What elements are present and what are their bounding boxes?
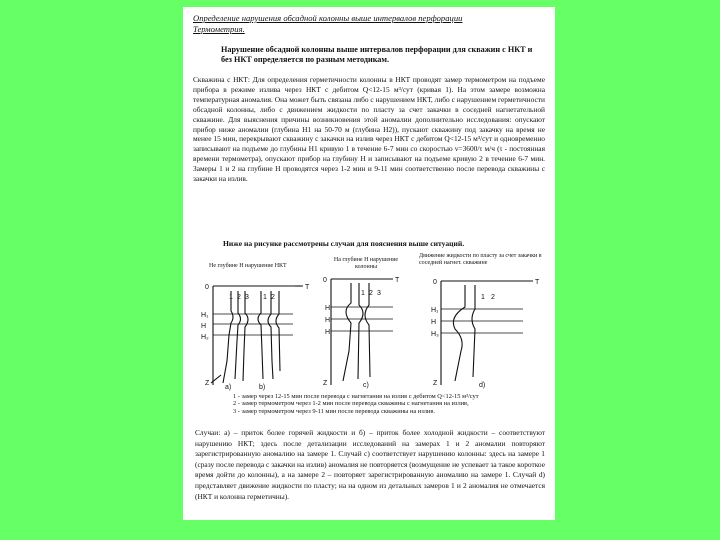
label-1-d: 1 xyxy=(481,294,485,301)
paragraph-tubing-method: Скважина с НКТ: Для определения герметичности колонны в НКТ проводят замер термометром на подъеме прибора в режиме излива через НКТ с дебитом Q<12-15 м³/сут (кривая 1). На этом замере возможна температурная аномалия. Она может быть связана либо с нарушением НКТ, либо с нарушением герметичности обсадной колонны, либо с движением жидкости по пласту за счет закачки в соседней нагнетательной скважине. Для выяснения причины возникновения этой аномалии дополнительно исследования: опускают прибор ниже аномалии (глубина Н1 на 50-70 м (глубина Н2)), пускают скважину под закачку на время не менее 15 мин, перекрывают скважину с закачки на излив через НКТ с дебитом Q<12-15 м³/сут и одновременно записывают на подъеме до глубины Н1 кривую 1 в течение 6-7 мин со скоростью v=3600/τ м/ч (τ - постоянная времени термометра), опускают прибор на глубину Н и записывают на подъеме кривую 2 в течение 6-7 мин. Замеры 1 и 2 на глубине Н проводятся через 1-2 мин и 9-11 мин соответственно после перевода скважины с закачки на излив. xyxy=(193,75,545,184)
paragraph-cases: Случаи: а) – приток более горячей жидкости и б) – приток более холодной жидкости – соответствуют нарушению НКТ; здесь после детализации исследований на замерах 1 и 2 аномалии повторяют зарегистрированную аномалию на замере 1. Случай с) соответствует нарушению колонны: здесь на замере 1 (сразу после перевода с закачки на излив) аномалия не повторяется (возмущение не успевает за такое короткое время дойти до колонны), а на замере 2 – повторяет зарегистрированную аномалию на замере 1. Случай d) представляет движение жидкости по пласту; на на одном из детальных замеров 1 и 2 аномалия не отмечается (НКТ и колонна герметичны). xyxy=(195,428,545,501)
label-z-c: Z xyxy=(323,380,328,387)
label-2-c: 2 xyxy=(369,290,373,297)
legend-item-1: 1 - замер через 12-15 мин после перевода с нагнетания на излив с дебитом Q<12-15 м³/сут xyxy=(233,393,479,400)
label-h1-d: H₁ xyxy=(431,307,439,314)
label-h3-d: H₃ xyxy=(431,331,439,338)
figure-caption-a: Не глубине Н нарушение НКТ xyxy=(209,263,287,269)
label-z-ab: Z xyxy=(205,380,210,387)
label-z-d: Z xyxy=(433,380,438,387)
label-1-a: 1 xyxy=(229,294,233,301)
document-header xyxy=(193,13,543,35)
label-h2-ab: H₂ xyxy=(201,334,209,341)
label-2-b: 2 xyxy=(271,294,275,301)
lead-paragraph: Нарушение обсадной колонны выше интервалов перфорации для скважин с НКТ и без НКТ определяется по разным методикам. xyxy=(221,45,533,64)
label-2-d: 2 xyxy=(491,294,495,301)
label-h-c-top: H xyxy=(325,305,331,312)
document-title: Определение нарушения обсадной колонны выше интервалов перфорации xyxy=(193,13,463,23)
label-t-c: T xyxy=(395,277,400,284)
label-1-b: 1 xyxy=(263,294,267,301)
figure-legend xyxy=(233,393,533,415)
document-subtitle: Термометрия. xyxy=(193,24,245,34)
label-t-ab: T xyxy=(305,284,310,291)
scanned-document-page xyxy=(183,7,555,520)
label-2-a: 2 xyxy=(237,294,241,301)
curve-c-3 xyxy=(365,283,370,377)
label-h1-ab: H₁ xyxy=(201,312,209,319)
curve-a-3 xyxy=(243,291,248,381)
curve-d-2 xyxy=(472,285,475,377)
panel-ab xyxy=(211,286,303,385)
legend-item-2: 2 - замер термометром через 1-2 мин после перевода скважины с нагнетания на излив, xyxy=(233,400,469,408)
label-h-c-bottom: H xyxy=(325,329,331,336)
curve-a-1 xyxy=(223,291,233,383)
curve-c-1 xyxy=(343,283,351,381)
label-case-a: а) xyxy=(225,384,232,391)
label-case-c: c) xyxy=(363,382,369,389)
label-zero-c: 0 xyxy=(323,277,327,284)
legend-item-3: 3 - замер термометром через 9-11 мин после перевода скважины на излив. xyxy=(233,407,435,415)
label-3-a: 3 xyxy=(245,294,249,301)
curve-b-3 xyxy=(276,291,280,371)
label-3-c: 3 xyxy=(377,290,381,297)
label-case-d: d) xyxy=(479,382,486,389)
label-zero-d: 0 xyxy=(433,279,437,286)
figure-intro: Ниже на рисунке рассмотрены случаи для пояснения выше ситуаций. xyxy=(223,239,465,248)
label-h-ab: H xyxy=(201,323,207,330)
figure-caption-b: На глубине Н нарушение колонны xyxy=(333,257,399,270)
label-zero-ab: 0 xyxy=(205,284,209,291)
panel-d xyxy=(441,281,533,385)
figure-caption-c: Движение жидкости по пласту за счет закачки в соседней нагнет. скважине xyxy=(419,253,542,266)
label-h-c: H xyxy=(325,317,331,324)
label-t-d: T xyxy=(535,279,540,286)
label-1-c: 1 xyxy=(361,290,365,297)
label-h-d: H xyxy=(431,319,437,326)
label-case-b: b) xyxy=(259,384,266,391)
